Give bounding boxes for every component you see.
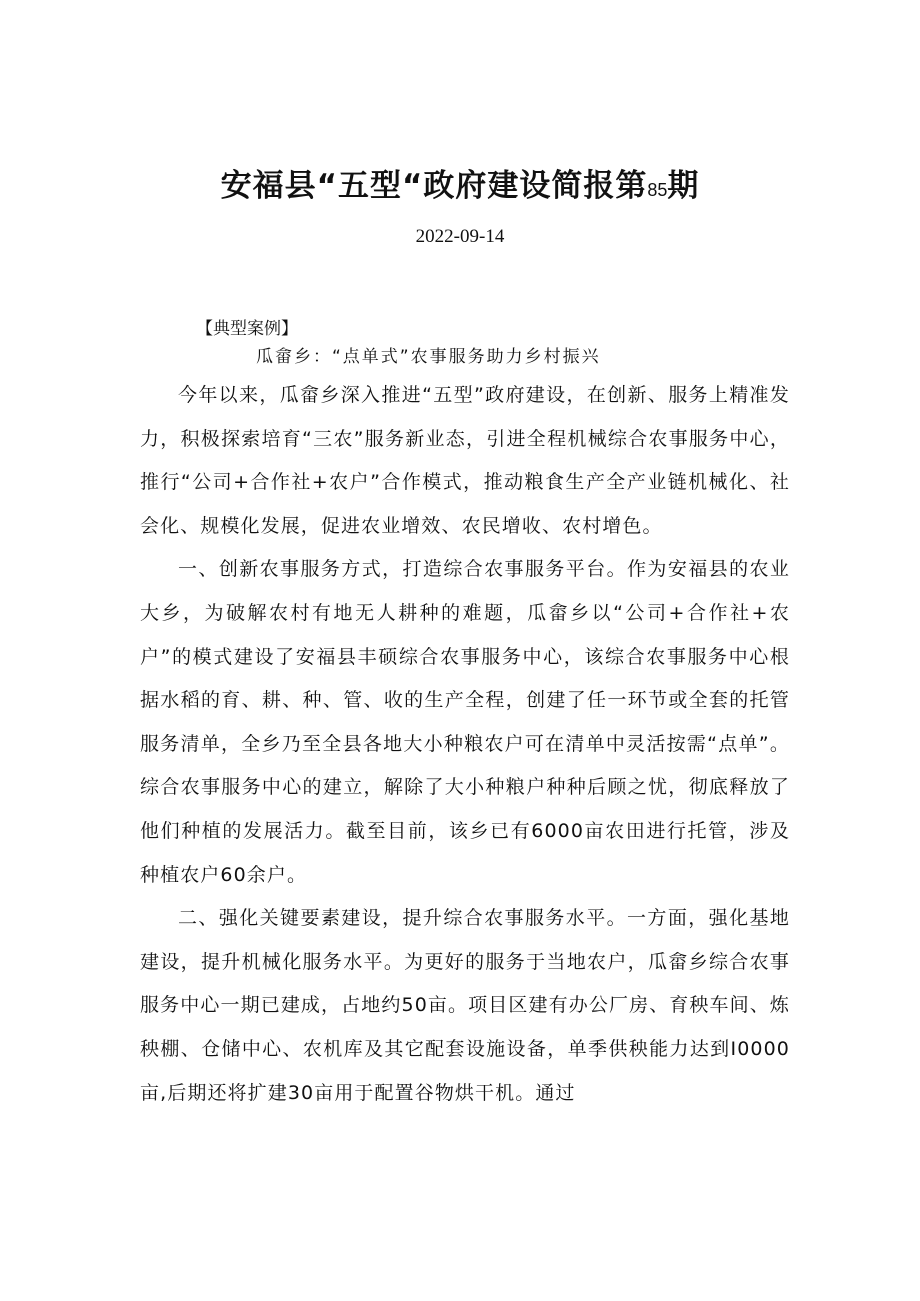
document-title: [0, 160, 920, 205]
article-body: [140, 374, 790, 1115]
title-issue-number: 85: [647, 180, 668, 200]
title-main: 安福县“五型“政府建设简报第: [220, 168, 648, 204]
paragraph-section-two: 二、强化关键要素建设，提升综合农事服务水平。一方面，强化基地建设，提升机械化服务水平。为更好的服务于当地农户，瓜畲乡综合农事服务中心一期已建成，占地约50亩。项目区建有办公厂房、育秧车间、炼秧棚、仓储中心、农机库及其它配套设施设备，单季供秧能力达到I0000亩,后期还将扩建30亩用于配置谷物烘干机。通过: [140, 907, 790, 1104]
title-suffix: 期: [667, 168, 700, 204]
document-date: 2022-09-14: [415, 226, 505, 247]
paragraph-section-one: 一、创新农事服务方式，打造综合农事服务平台。作为安福县的农业大乡，为破解农村有地无人耕种的难题，瓜畲乡以“公司+合作社+农户”的模式建设了安福县丰硕综合农事服务中心，该综合农事服务中心根据水稻的育、耕、种、管、收的生产全程，创建了任一环节或全套的托管服务清单，全乡乃至全县各地大小种粮农户可在清单中灵活按需“点单”。综合农事服务中心的建立，解除了大小种粮户种种后顾之忧，彻底释放了他们种植的发展活力。截至目前，该乡已有6000亩农田进行托管，涉及种植农户60余户。: [140, 558, 790, 886]
section-label: 【典型案例】: [196, 319, 298, 339]
article-subtitle: 瓜畲乡：“点单式”农事服务助力乡村振兴: [256, 347, 601, 367]
paragraph-intro: 今年以来，瓜畲乡深入推进“五型”政府建设，在创新、服务上精准发力，积极探索培育“三农”服务新业态，引进全程机械综合农事服务中心，推行“公司+合作社+农户”合作模式，推动粮食生产全产业链机械化、社会化、规模化发展，促进农业增效、农民增收、农村增色。: [140, 384, 790, 537]
